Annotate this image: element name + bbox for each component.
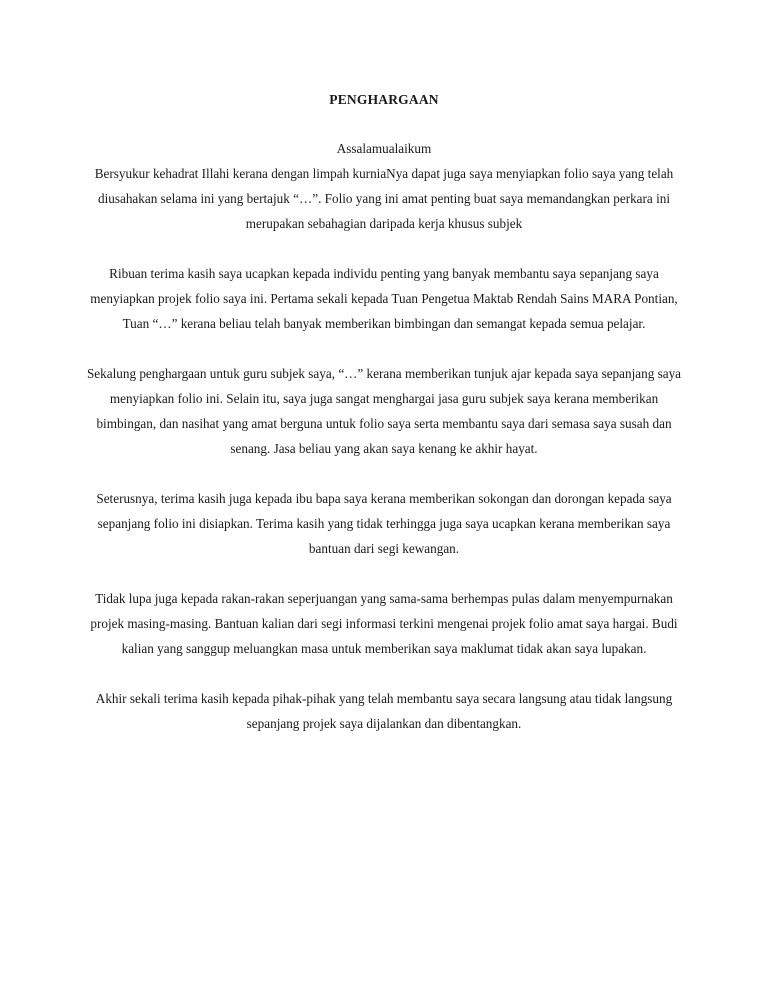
- paragraph-gap: [84, 561, 684, 586]
- paragraph-intro: Bersyukur kehadrat Illahi kerana dengan limpah kurniaNya dapat juga saya menyiapkan folio saya yang telah diusahakan selama ini yang bertajuk “…”. Folio yang ini amat penting buat saya memandangkan perkara ini merupakan sebahagian daripada kerja khusus subjek: [94, 166, 674, 231]
- paragraph-friends: Tidak lupa juga kepada rakan-rakan seperjuangan yang sama-sama berhempas pulas dalam menyempurnakan projek masing-masing. Bantuan kalian dari segi informasi terkini mengenai projek folio amat saya hargai. Budi kalian yang sanggup meluangkan masa untuk memberikan saya maklumat tidak akan saya lupakan.: [90, 591, 678, 656]
- paragraph-gap: [84, 661, 684, 686]
- paragraph-gap: [84, 336, 684, 361]
- page-title: PENGHARGAAN: [329, 92, 439, 107]
- paragraph-principal: Ribuan terima kasih saya ucapkan kepada individu penting yang banyak membantu saya sepanjang saya menyiapkan projek folio saya ini. Pertama sekali kepada Tuan Pengetua Maktab Rendah Sains MARA Pontian, Tuan “…” kerana beliau telah banyak memberikan bimbingan dan semangat kepada semua pelajar.: [90, 266, 678, 331]
- greeting-text: Assalamualaikum: [336, 141, 432, 156]
- paragraph-parents: Seterusnya, terima kasih juga kepada ibu bapa saya kerana memberikan sokongan dan dorongan kepada saya sepanjang folio ini disiapkan. Terima kasih yang tidak terhingga juga saya ucapkan kerana memberikan saya bantuan dari segi kewangan.: [96, 491, 672, 556]
- document-body: [84, 136, 684, 736]
- paragraph-gap: [84, 461, 684, 486]
- paragraph-teacher: Sekalung penghargaan untuk guru subjek saya, “…” kerana memberikan tunjuk ajar kepada saya sepanjang saya menyiapkan folio ini. Selain itu, saya juga sangat menghargai jasa guru subjek saya kerana memberikan bimbingan, dan nasihat yang amat berguna untuk folio saya serta membantu saya dari semasa saya susah dan senang. Jasa beliau yang akan saya kenang ke akhir hayat.: [86, 366, 682, 456]
- paragraph-gap: [84, 236, 684, 261]
- paragraph-closing: Akhir sekali terima kasih kepada pihak-pihak yang telah membantu saya secara langsung atau tidak langsung sepanjang projek saya dijalankan dan dibentangkan.: [95, 691, 673, 731]
